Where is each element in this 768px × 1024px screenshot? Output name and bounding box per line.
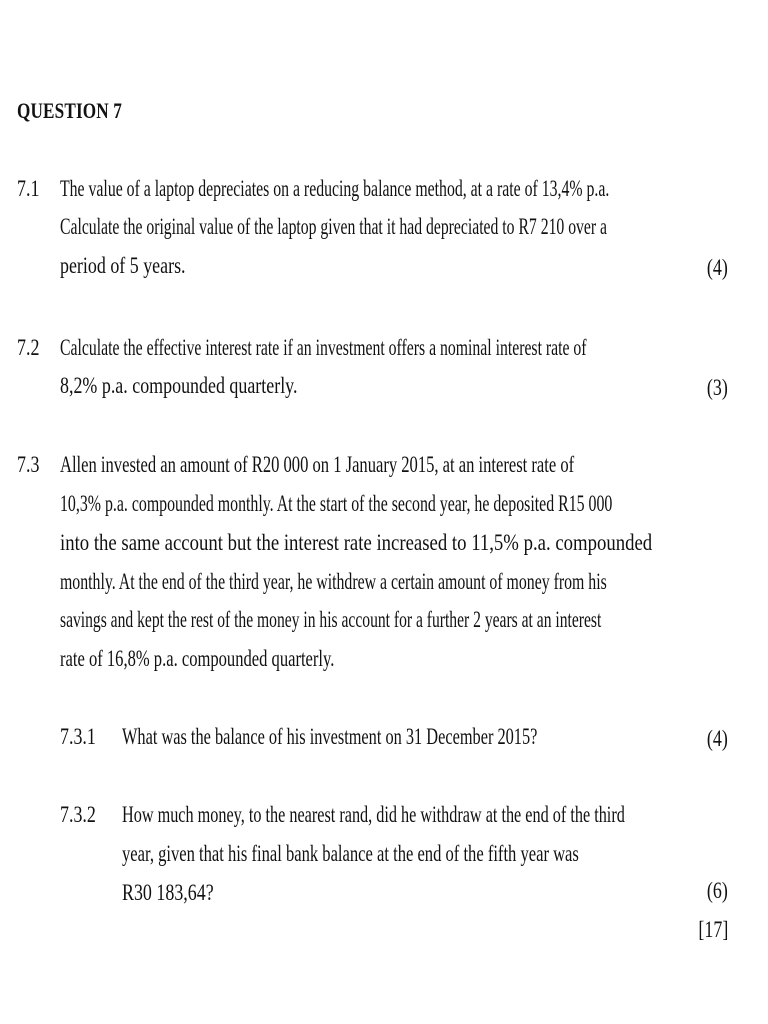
document-page — [0, 64, 768, 1024]
q7-3-2-line-2: year, given that his final bank balance at the end of the fifth year was — [122, 841, 579, 866]
q7-1-line-2: Calculate the original value of the laptop given that it had depreciated to R7 210 over a — [60, 214, 608, 239]
q7-3-line-3: into the same account but the interest rate increased to 11,5% p.a. compounded — [60, 530, 653, 555]
q7-3-number: 7.3 — [17, 452, 40, 477]
q7-1-line-3: period of 5 years. — [60, 253, 186, 278]
top-band — [0, 0, 768, 64]
q7-3-2-marks: (6) — [707, 878, 728, 903]
q7-1-line-1: The value of a laptop depreciates on a reducing balance method, at a rate of 13,4% p.a. — [60, 176, 610, 201]
q7-3-line-1: Allen invested an amount of R20 000 on 1 January 2015, at an interest rate of — [60, 452, 575, 477]
q7-2-number: 7.2 — [17, 335, 40, 360]
q7-3-line-6: rate of 16,8% p.a. compounded quarterly. — [60, 646, 335, 671]
q7-3-1-line-1: What was the balance of his investment on 31 December 2015? — [122, 724, 538, 749]
q7-1-marks: (4) — [707, 255, 728, 280]
question-title: QUESTION 7 — [17, 98, 123, 123]
q7-2-marks: (3) — [707, 375, 728, 400]
q7-3-1-marks: (4) — [707, 726, 728, 751]
q7-3-1-number: 7.3.1 — [60, 724, 96, 749]
q7-3-2-line-1: How much money, to the nearest rand, did he withdraw at the end of the third — [122, 802, 625, 827]
q7-3-line-4: monthly. At the end of the third year, he withdrew a certain amount of money from his — [60, 569, 607, 594]
q7-2-line-1: Calculate the effective interest rate if an investment offers a nominal interest rate of — [60, 335, 587, 360]
q7-2-line-2: 8,2% p.a. compounded quarterly. — [60, 373, 298, 398]
q7-3-line-2: 10,3% p.a. compounded monthly. At the start of the second year, he deposited R15 000 — [60, 491, 613, 516]
q7-1-number: 7.1 — [17, 176, 40, 201]
q7-3-2-line-3: R30 183,64? — [122, 880, 214, 905]
q7-3-2-number: 7.3.2 — [60, 802, 96, 827]
q7-3-line-5: savings and kept the rest of the money in his account for a further 2 years at an interest — [60, 607, 602, 632]
question-total-marks: [17] — [698, 917, 728, 942]
